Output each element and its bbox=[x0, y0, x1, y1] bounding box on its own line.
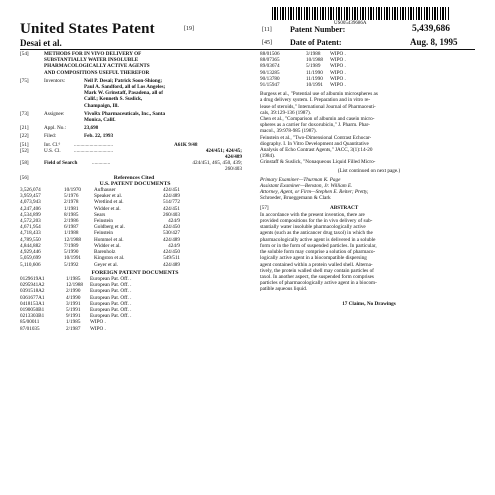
us-patent-row-cell: 549/511 bbox=[163, 255, 180, 262]
foreign-patent-row-cell: 1/1985 bbox=[66, 319, 81, 326]
us-patent-row-cell: 10/1991 bbox=[64, 255, 82, 262]
us-patent-row-cell: 4,534,899 bbox=[20, 211, 41, 218]
wipo-row-cell: 5/1989 bbox=[306, 63, 321, 70]
us-patent-row-cell: Hommel et al. bbox=[94, 236, 124, 243]
us-patents-heading: U.S. PATENT DOCUMENTS bbox=[99, 180, 171, 187]
wipo-row-cell: 10/1991 bbox=[306, 82, 324, 89]
wipo-row-cell: WIPO . bbox=[330, 69, 346, 76]
assignee-field bbox=[20, 111, 250, 123]
foreign-patent-row-cell: European Pat. Off. . bbox=[90, 306, 132, 313]
foreign-patent-row-cell: European Pat. Off. . bbox=[90, 288, 132, 295]
foreign-patent-row-cell: 0190050B1 bbox=[20, 306, 45, 313]
us-patent-row-cell: 424/9 bbox=[168, 218, 180, 225]
appl-no-label: Appl. No.: bbox=[44, 125, 67, 132]
us-patent-row-cell: 424/489 bbox=[162, 193, 180, 200]
us-patent-row-cell: 1/1981 bbox=[64, 205, 79, 212]
us-patent-row-cell: 5/1976 bbox=[64, 193, 79, 200]
abstract-tag: [57] bbox=[260, 204, 269, 211]
foreign-patent-row-cell: 85/00011 bbox=[20, 319, 40, 326]
us-patent-row-cell: 4,572,203 bbox=[20, 218, 41, 225]
publication-line: a drug delivery system. I. Preparation and in vitro re- bbox=[260, 97, 371, 104]
abstract-line: patible aqueous liquid. bbox=[260, 286, 308, 293]
abstract-line: the soluble form may comprise a solution of pharmaco- bbox=[260, 249, 376, 256]
us-patent-row-cell: 260/403 bbox=[162, 211, 180, 218]
inventor-line: Mark W. Grinstaff, Pasadena, all of bbox=[84, 90, 163, 97]
us-patent-row-cell: 1/1988 bbox=[64, 230, 79, 237]
us-patent-row-cell: Geyer et al. bbox=[94, 261, 119, 268]
references-header bbox=[20, 175, 250, 181]
abstract-line: stantially water insoluble pharmacologically active bbox=[260, 224, 366, 231]
foreign-patent-row-cell: WIPO . bbox=[90, 319, 106, 326]
inventors-tag: [75] bbox=[20, 77, 29, 84]
assignee-line: VivoRx Pharmaceuticals, Inc., Santa bbox=[84, 110, 166, 117]
us-cl-line: 424/489 bbox=[224, 154, 242, 161]
date-label: Date of Patent: bbox=[290, 38, 342, 47]
us-cl-line: 424/451; 424/45; bbox=[205, 147, 242, 154]
foreign-patent-row-cell: 12/1988 bbox=[66, 282, 84, 289]
field-search-line: 260/403 bbox=[224, 166, 242, 173]
inventors-field bbox=[20, 78, 250, 109]
wipo-row-cell: 88/01506 bbox=[260, 51, 280, 57]
examiners-block bbox=[260, 177, 478, 202]
foreign-patent-row-cell: European Pat. Off. . bbox=[90, 313, 132, 320]
us-patent-row-cell: 10/1970 bbox=[64, 187, 82, 194]
us-patent-row-cell: Wretlind et al. bbox=[94, 199, 124, 206]
filed-field bbox=[20, 133, 250, 139]
abstract-line: pharmacologically active agent is delivered in a soluble bbox=[260, 236, 376, 243]
wipo-row-cell: 89/03674 bbox=[260, 63, 280, 70]
abstract-line: agents (such as the anticancer drug taxol) in which the bbox=[260, 230, 373, 237]
field-search-line: 424/451, 465, 450, 439; bbox=[192, 160, 242, 167]
barcode-number: US005439686A bbox=[334, 21, 367, 26]
field-search-dots: .............. bbox=[92, 160, 111, 167]
foreign-patent-row-cell: 2/1990 bbox=[66, 288, 81, 295]
wipo-row-cell: WIPO . bbox=[330, 82, 346, 89]
foreign-patent-table bbox=[20, 276, 250, 332]
us-patent-row-cell: 424/451 bbox=[162, 187, 180, 194]
inventor-line: Calif.; Kenneth S. Suslick, bbox=[84, 96, 143, 103]
us-patent-row-cell: 8/1985 bbox=[64, 211, 79, 218]
abstract-line: provided compositions for the in vivo delivery of sub- bbox=[260, 218, 373, 225]
us-patent-row-cell: Kingston et al. bbox=[94, 255, 125, 262]
abstract-line: taxol. In another aspect, the suspended form comprises bbox=[260, 273, 374, 280]
foreign-patent-row-cell: 4/1990 bbox=[66, 294, 81, 301]
us-cl-dots: .............................. bbox=[74, 147, 113, 154]
examiner-line: Attorney, Agent, or Firm—Stephen E. Reiter; Pretty, bbox=[260, 189, 369, 196]
author-line: Desai et al. bbox=[20, 38, 62, 48]
us-patent-row-cell: 4,247,406 bbox=[20, 205, 41, 212]
abstract-line: agent contained within a protein walled shell. Alterna- bbox=[260, 261, 373, 268]
invention-title-line: AND COMPOSITIONS USEFUL THEREFOR bbox=[44, 69, 150, 76]
wipo-row-cell: WIPO . bbox=[330, 75, 346, 82]
field-of-search bbox=[20, 160, 250, 172]
foreign-patents-heading: FOREIGN PATENT DOCUMENTS bbox=[91, 269, 179, 276]
wipo-row bbox=[260, 82, 478, 88]
patent-number: 5,439,686 bbox=[412, 24, 450, 34]
examiner-line: Assistant Examiner—Benston, Jr. William E. bbox=[260, 183, 353, 190]
us-patent-row-cell: 5,059,699 bbox=[20, 255, 41, 262]
document-title: United States Patent bbox=[20, 21, 155, 37]
publication-line: Analysis of Echo Contrast Agents," JACC, 3(1):14-20 bbox=[260, 147, 373, 154]
publication-line: spheres as a carrier for doxorubicin," J. Pharm. Phar- bbox=[260, 122, 370, 129]
references-tag: [56] bbox=[20, 174, 29, 181]
foreign-patent-row-cell: 9/1991 bbox=[66, 313, 81, 320]
invention-title-line: SUBSTANTIALLY WATER INSOLUBLE bbox=[44, 57, 139, 64]
us-patent-row-cell: 3,959,457 bbox=[20, 193, 41, 200]
us-patent-row-cell: 6/1987 bbox=[64, 224, 79, 231]
us-patent-row-cell: 424/450 bbox=[162, 249, 180, 256]
assignee-tag: [73] bbox=[20, 110, 29, 117]
inventor-line: Champaign, Ill. bbox=[84, 102, 119, 109]
appl-no-value: 23,698 bbox=[84, 125, 99, 132]
wipo-row-cell: 88/07365 bbox=[260, 57, 280, 64]
us-patent-row-cell: 2/1986 bbox=[64, 218, 79, 225]
continued-note: (List continued on next page.) bbox=[337, 167, 401, 174]
us-patent-row-cell: Feinstein bbox=[94, 218, 114, 225]
publication-line: Burgess et al., "Potential use of albumin microspheres as bbox=[260, 91, 378, 98]
wipo-table bbox=[260, 51, 478, 88]
foreign-patent-row-cell: WIPO . bbox=[90, 325, 106, 332]
us-patent-row-cell: 5/1990 bbox=[64, 249, 79, 256]
title-tag: [19] bbox=[184, 26, 194, 32]
barcode bbox=[272, 7, 450, 20]
us-patent-row-cell: 424/489 bbox=[162, 236, 180, 243]
abstract-header bbox=[260, 205, 478, 211]
patent-number-tag: [11] bbox=[262, 27, 272, 33]
foreign-patent-row-cell: 0361677A1 bbox=[20, 294, 45, 301]
us-patent-row-cell: 424/9 bbox=[168, 242, 180, 249]
foreign-patent-row-cell: European Pat. Off. . bbox=[90, 300, 132, 307]
us-patent-row-cell: Widder et al. bbox=[94, 242, 121, 249]
patent-date: Aug. 8, 1995 bbox=[410, 37, 458, 47]
assignee-line: Monica, Calif. bbox=[84, 117, 116, 124]
us-patent-row-cell: 424/451 bbox=[162, 205, 180, 212]
us-patent-row-cell: 5/1992 bbox=[64, 261, 79, 268]
inventor-line: Paul A. Sandford, all of Los Angeles; bbox=[84, 84, 166, 91]
us-patent-row-cell: Aufhauser bbox=[94, 187, 116, 194]
abstract-line: tively, the protein walled shell may contain particles of bbox=[260, 267, 374, 274]
publication-line: Feinstein et al., "Two-Dimensional Contrast Echocar- bbox=[260, 134, 372, 141]
patent-number-label: Patent Number: bbox=[290, 25, 346, 34]
assignee-label: Assignee: bbox=[44, 110, 65, 117]
appl-no-field bbox=[20, 125, 250, 131]
foreign-patent-row-cell: European Pat. Off. . bbox=[90, 275, 132, 282]
us-patent-row-cell: Widder et al. bbox=[94, 205, 121, 212]
us-patent-row-cell: 3,526,074 bbox=[20, 187, 41, 194]
us-cl-label: U.S. Cl. bbox=[44, 147, 61, 154]
us-patent-row-cell: 12/1988 bbox=[64, 236, 82, 243]
wipo-row-cell: WIPO . bbox=[330, 51, 346, 57]
us-patent-row bbox=[20, 262, 250, 268]
filed-tag: [22] bbox=[20, 133, 29, 140]
us-patent-row-cell: 2/1978 bbox=[64, 199, 79, 206]
int-cl-dots: .............................. bbox=[74, 141, 113, 148]
field-search-label: Field of Search bbox=[44, 160, 78, 167]
foreign-patent-row-cell: 0418153A1 bbox=[20, 300, 45, 307]
foreign-patent-row-cell: European Pat. Off. . bbox=[90, 294, 132, 301]
publication-line: macol., 39:978-985 (1987). bbox=[260, 128, 317, 135]
examiner-line: Primary Examiner—Thurman K. Page bbox=[260, 176, 341, 183]
examiner-line: Schroeder, Brueggemann & Clark bbox=[260, 195, 331, 202]
references-title: References Cited bbox=[113, 174, 155, 181]
us-patent-row-cell: Sears bbox=[94, 211, 106, 218]
invention-title-line: PHARMACOLOGICALLY ACTIVE AGENTS bbox=[44, 63, 150, 70]
int-cl-label: Int. Cl.⁶ bbox=[44, 141, 61, 148]
foreign-patent-row-cell: 0213303B1 bbox=[20, 313, 45, 320]
us-patent-row-cell: 424/489 bbox=[162, 261, 180, 268]
publication-line: cals, 39:129-136 (1987). bbox=[260, 109, 312, 116]
us-patent-row-cell: 7/1989 bbox=[64, 242, 79, 249]
foreign-patent-row-cell: 5/1991 bbox=[66, 306, 81, 313]
int-cl-value: A61K 9/48 bbox=[174, 141, 198, 148]
us-patent-row-cell: 4,789,550 bbox=[20, 236, 41, 243]
us-patent-row-cell: 4,671,954 bbox=[20, 224, 41, 231]
field-search-tag: [58] bbox=[20, 160, 29, 167]
foreign-patent-row-cell: 0129619A1 bbox=[20, 275, 45, 282]
publication-line: lease of steroids," International Journal of Pharmaceuti- bbox=[260, 103, 376, 110]
publication-line: (1984). bbox=[260, 153, 276, 160]
appl-no-tag: [21] bbox=[20, 125, 29, 132]
wipo-row-cell: 90/13285 bbox=[260, 69, 280, 76]
foreign-patent-row-cell: European Pat. Off. . bbox=[90, 282, 132, 289]
filed-label: Filed: bbox=[44, 133, 57, 140]
wipo-row-cell: WIPO . bbox=[330, 63, 346, 70]
claims-summary: 17 Claims, No Drawings bbox=[342, 300, 396, 307]
foreign-patent-row-cell: 0391518A2 bbox=[20, 288, 45, 295]
us-cl-tag: [52] bbox=[20, 147, 29, 154]
inventor-line: Neil P. Desai; Patrick Soon-Shiong; bbox=[84, 77, 163, 84]
us-patent-row-cell: Goldberg et al. bbox=[94, 224, 125, 231]
us-patent-row-cell: 514/772 bbox=[162, 199, 180, 206]
us-cl-field bbox=[20, 148, 250, 160]
title-field-tag: [54] bbox=[20, 51, 29, 57]
wipo-row-cell: 10/1988 bbox=[306, 57, 324, 64]
us-patent-row-cell: 424/450 bbox=[162, 224, 180, 231]
right-column bbox=[260, 51, 478, 307]
foreign-patent-row-cell: 2/1987 bbox=[66, 325, 81, 332]
us-patent-row-cell: 4,844,882 bbox=[20, 242, 41, 249]
wipo-row-cell: 3/1988 bbox=[306, 51, 321, 57]
header-divider bbox=[20, 49, 475, 50]
wipo-row-cell: 91/15947 bbox=[260, 82, 280, 89]
publication-line: Grinstaff & Suslick, "Nonaqueous Liquid Filled Micro- bbox=[260, 159, 376, 166]
publication-line: Chen et al., "Comparison of albumin and casein micro- bbox=[260, 116, 375, 123]
abstract-line: logically active agent in a biocompatible dispersing bbox=[260, 255, 367, 262]
abstract-line: particles of pharmacologically active agent in a biocom- bbox=[260, 280, 377, 287]
other-publications bbox=[260, 91, 478, 165]
title-field bbox=[20, 51, 250, 76]
wipo-row-cell: 11/1990 bbox=[306, 75, 323, 82]
abstract-line: In accordance with the present invention, there are bbox=[260, 211, 365, 218]
foreign-patent-row-cell: 0295941A2 bbox=[20, 282, 45, 289]
abstract-line: form or in the form of suspended particles. In particular, bbox=[260, 242, 377, 249]
us-patent-row-cell: 4,929,446 bbox=[20, 249, 41, 256]
foreign-patent-row bbox=[20, 326, 250, 332]
filed-value: Feb. 22, 1993 bbox=[84, 133, 114, 140]
us-patent-row-cell: 530/427 bbox=[162, 230, 180, 237]
us-patent-row-cell: 5,110,606 bbox=[20, 261, 41, 268]
us-patent-row-cell: 4,073,943 bbox=[20, 199, 41, 206]
us-patent-table bbox=[20, 187, 250, 268]
int-cl-tag: [51] bbox=[20, 141, 29, 148]
foreign-patent-row-cell: 87/01035 bbox=[20, 325, 40, 332]
wipo-row-cell: 11/1990 bbox=[306, 69, 323, 76]
publication-line: diography. I. In Vitro Development and Quantitative bbox=[260, 140, 369, 147]
foreign-patent-row-cell: 3/1991 bbox=[66, 300, 81, 307]
wipo-row-cell: WIPO . bbox=[330, 57, 346, 64]
left-column bbox=[20, 51, 250, 332]
foreign-patent-row-cell: 1/1985 bbox=[66, 275, 81, 282]
wipo-row-cell: 90/13780 bbox=[260, 75, 280, 82]
us-patent-row-cell: 4,718,433 bbox=[20, 230, 41, 237]
abstract-title: ABSTRACT bbox=[330, 204, 359, 211]
date-tag: [45] bbox=[262, 40, 272, 46]
us-patent-row-cell: Barenholz bbox=[94, 249, 116, 256]
us-patent-row-cell: Feinstein bbox=[94, 230, 114, 237]
us-patent-row-cell: Speaker et al. bbox=[94, 193, 123, 200]
invention-title-line: METHODS FOR IN VIVO DELIVERY OF bbox=[44, 51, 142, 57]
abstract-text bbox=[260, 212, 478, 293]
inventors-label: Inventors: bbox=[44, 77, 66, 84]
